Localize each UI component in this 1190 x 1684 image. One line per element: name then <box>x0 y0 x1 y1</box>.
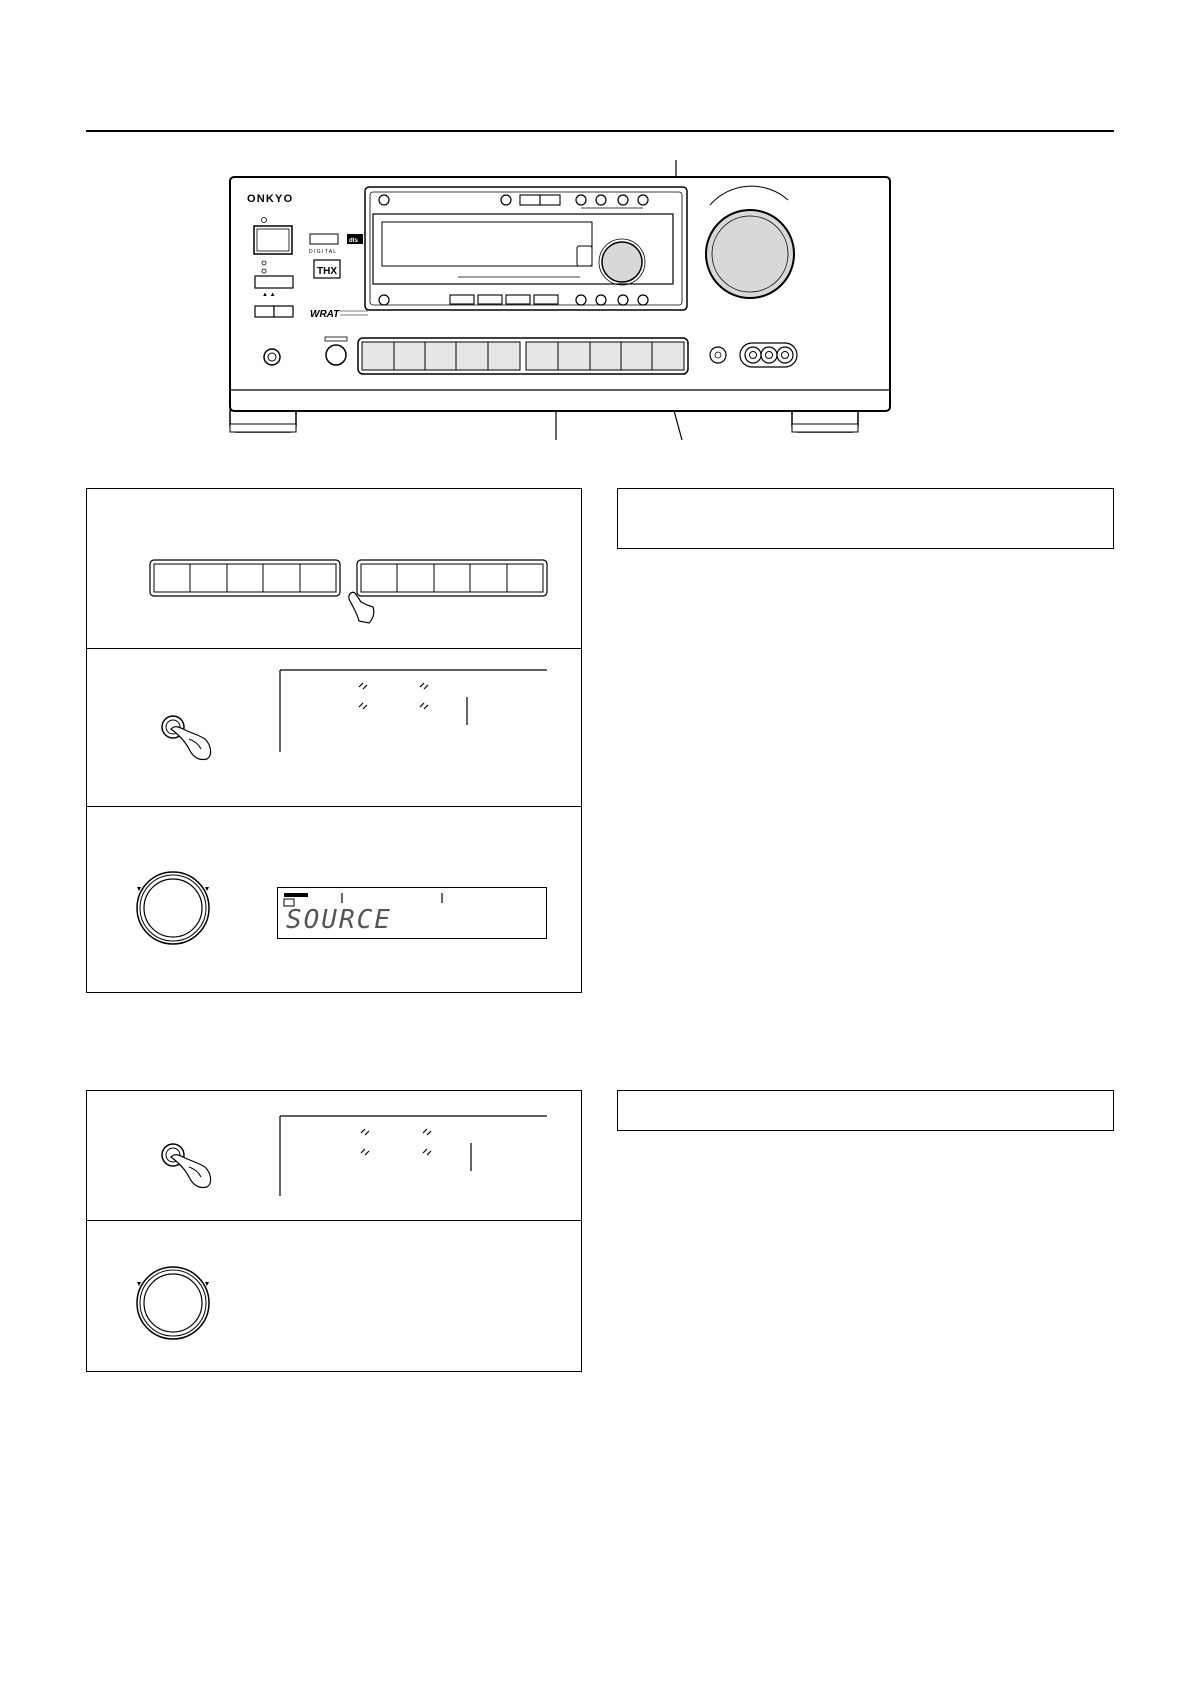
memory-button <box>326 345 346 365</box>
lcd-display <box>277 887 547 939</box>
multi-jog-knob <box>602 242 642 282</box>
step1-press-button <box>87 1091 581 1221</box>
master-volume-knob <box>706 210 794 298</box>
receiver-illustration <box>200 150 920 455</box>
lcd-indicator-bar <box>284 893 308 897</box>
display-indicator-partial <box>280 1116 547 1196</box>
jog-dial-icon <box>137 872 209 944</box>
top-rule <box>86 130 1114 132</box>
step1-input-select <box>87 489 581 649</box>
speaker-button <box>255 276 293 288</box>
pointing-hand-icon <box>349 592 374 623</box>
dolby-digital-logo <box>310 234 338 244</box>
step2-press-button <box>87 649 581 807</box>
step2-turn-knob <box>87 1221 581 1371</box>
svg-text:▲ ▲: ▲ ▲ <box>262 292 276 298</box>
lcd-source-text: SOURCE <box>286 905 392 935</box>
mode-button-right <box>274 306 293 317</box>
svg-text:THX: THX <box>317 266 337 277</box>
section1-note-box <box>617 488 1114 549</box>
brand-logo: ONKYO <box>247 193 294 205</box>
section2-note-box <box>617 1090 1114 1131</box>
jog-dial-icon <box>137 1267 209 1339</box>
step3-turn-knob <box>87 807 581 992</box>
pressing-finger-icon <box>171 1155 211 1188</box>
svg-text:D I G I T A L: D I G I T A L <box>309 249 337 255</box>
wrat-logo: WRAT <box>310 309 340 320</box>
power-button <box>254 226 292 254</box>
pressing-finger-icon <box>171 727 211 760</box>
section1-steps-panel <box>86 488 582 993</box>
svg-text:dts: dts <box>349 238 358 244</box>
section2-steps-panel <box>86 1090 582 1372</box>
display-indicator-partial <box>280 670 547 752</box>
mode-button-left <box>255 306 274 317</box>
